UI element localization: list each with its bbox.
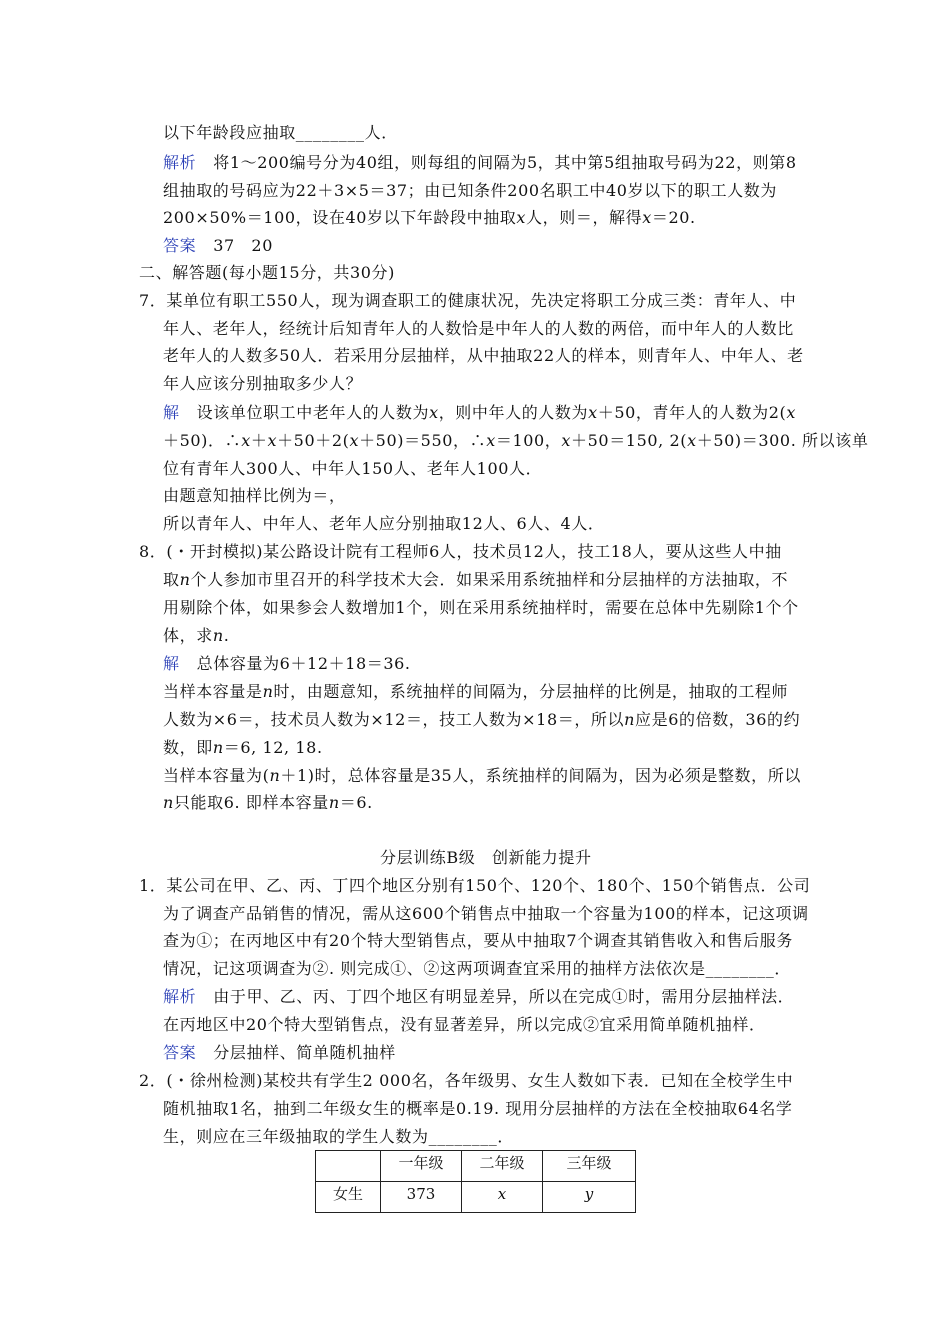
solution-line: 当样本容量为(n＋1)时，总体容量是35人，系统抽样的间隔为，因为必须是整数，所以: [163, 766, 801, 785]
question-8-line: 用剔除个体，如果参会人数增加1个，则在采用系统抽样时，需要在总体中先剔除1个个: [163, 598, 799, 617]
answer-label: 答案: [163, 1043, 197, 1062]
solution-line: 人数为×6＝，技术员人数为×12＝，技工人数为×18＝，所以n应是6的倍数，36的约: [163, 710, 801, 729]
solution-line: 答案 分层抽样、简单随机抽样: [163, 1043, 396, 1062]
analysis-label: 解析: [163, 987, 197, 1006]
text-line: 组抽取的号码应为22＋3×5＝37；由已知条件200名职工中40岁以下的职工人数为: [163, 181, 777, 200]
table-row-label: 女生: [316, 1182, 381, 1213]
question-b1-line: 为了调查产品销售的情况，需从这600个销售点中抽取一个容量为100的样本，记这项调: [163, 904, 809, 923]
grade-table: [315, 1150, 636, 1213]
level-b-heading: 分层训练B级 创新能力提升: [380, 848, 592, 867]
table-row: [316, 1182, 636, 1213]
table-header-row: [316, 1151, 636, 1182]
text-line: 解析 将1～200编号分为40组，则每组的间隔为5，其中第5组抽取号码为22，则第8: [163, 153, 797, 172]
solution-line: 当样本容量是n时，由题意知，系统抽样的间隔为，分层抽样的比例是，抽取的工程师: [163, 682, 789, 701]
table-cell: y: [543, 1182, 636, 1213]
question-8-line: 取n个人参加市里召开的科学技术大会．如果采用系统抽样和分层抽样的方法抽取，不: [163, 570, 789, 589]
question-b2-line: 随机抽取1名，抽到二年级女生的概率是0.19. 现用分层抽样的方法在全校抽取64名学: [163, 1099, 793, 1118]
solution-line: 解析 由于甲、乙、丙、丁四个地区有明显差异，所以在完成①时，需用分层抽样法．: [163, 987, 795, 1006]
text-line: 答案 37 20: [163, 236, 273, 255]
table-header-cell: 三年级: [543, 1151, 636, 1182]
question-b2-line: 生，则应在三年级抽取的学生人数为________．: [163, 1127, 515, 1146]
text-line: 200×50%＝100，设在40岁以下年龄段中抽取x人，则＝，解得x＝20.: [163, 208, 696, 227]
solution-line: 由题意知抽样比例为＝，: [163, 486, 346, 505]
solution-line: n只能取6. 即样本容量n＝6.: [163, 793, 373, 812]
solution-label: 解: [163, 403, 180, 422]
solution-line: 所以青年人、中年人、老年人应分别抽取12人、6人、4人．: [163, 514, 605, 533]
question-7-line: 年人、老年人，经统计后知青年人的人数恰是中年人的人数的两倍，而中年人的人数比: [163, 319, 794, 338]
solution-line: ＋50)．∴x＋x＋50＋2(x＋50)＝550，∴x＝100，x＋50＝150, 2(x＋50)＝300. 所以该单: [163, 431, 869, 450]
solution-line: 在丙地区中20个特大型销售点，没有显著差异，所以完成②宜采用简单随机抽样．: [163, 1015, 766, 1034]
question-8-line: 体，求n.: [163, 626, 230, 645]
solution-line: 解 总体容量为6＋12＋18＝36.: [163, 654, 411, 673]
solution-line: 位有青年人300人、中年人150人、老年人100人．: [163, 459, 543, 478]
solution-line: 数，即n＝6, 12, 18.: [163, 738, 323, 757]
question-7-line: 年人应该分别抽取多少人？: [163, 374, 363, 393]
question-8-line: 8．(・开封模拟)某公路设计院有工程师6人，技术员12人，技工18人，要从这些人中抽: [139, 542, 782, 561]
question-7-line: 7．某单位有职工550人，现为调查职工的健康状况，先决定将职工分成三类：青年人、中: [139, 291, 797, 310]
section-heading: 二、解答题(每小题15分，共30分): [139, 263, 396, 282]
question-7-line: 老年人的人数多50人．若采用分层抽样，从中抽取22人的样本，则青年人、中年人、老: [163, 346, 804, 365]
table-header-cell: 二年级: [462, 1151, 543, 1182]
answer-label: 答案: [163, 236, 197, 255]
question-b2-line: 2．(・徐州检测)某校共有学生2 000名，各年级男、女生人数如下表．已知在全校学生中: [139, 1071, 794, 1090]
table-header-cell: [316, 1151, 381, 1182]
table-cell: 373: [381, 1182, 462, 1213]
question-b1-line: 查为①；在丙地区中有20个特大型销售点，要从中抽取7个调查其销售收入和售后服务: [163, 931, 793, 950]
analysis-label: 解析: [163, 153, 197, 172]
question-b1-line: 1．某公司在甲、乙、丙、丁四个地区分别有150个、120个、180个、150个销售点．公司: [139, 876, 811, 895]
question-b1-line: 情况，记这项调查为②. 则完成①、②这两项调查宜采用的抽样方法依次是________．: [163, 959, 791, 978]
table-header-cell: 一年级: [381, 1151, 462, 1182]
text-line: 以下年龄段应抽取________人．: [163, 123, 398, 142]
solution-line: 解 设该单位职工中老年人的人数为x，则中年人的人数为x＋50，青年人的人数为2(x: [163, 403, 796, 422]
table-cell: x: [462, 1182, 543, 1213]
solution-label: 解: [163, 654, 180, 673]
